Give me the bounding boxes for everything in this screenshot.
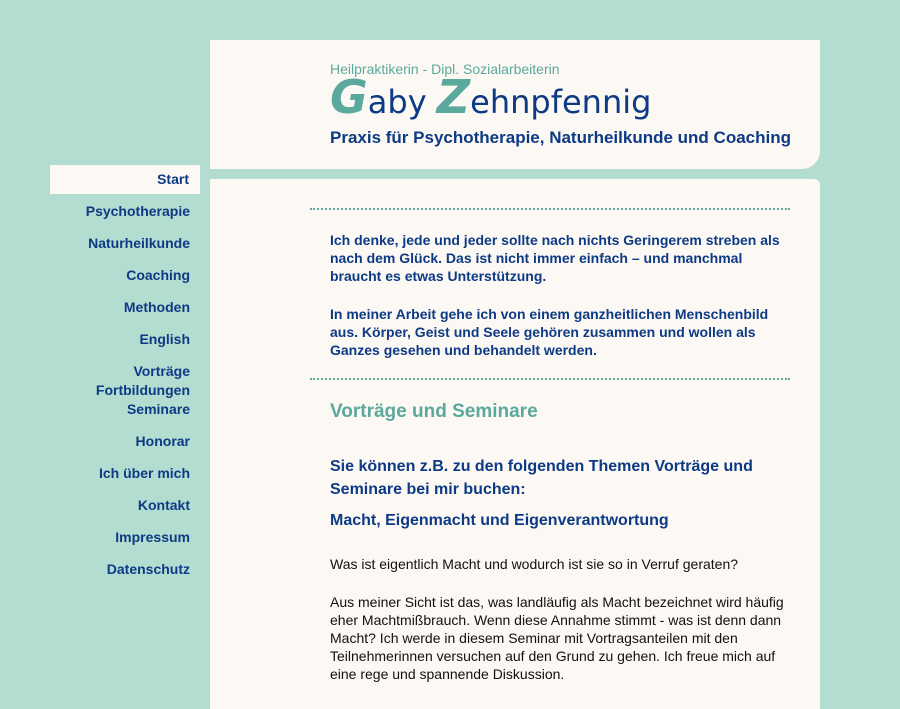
nav-item-english[interactable]: English: [139, 331, 190, 347]
nav-item-vortraege-line-2: Fortbildungen: [95, 382, 190, 398]
nav-item-honorar[interactable]: Honorar: [135, 433, 190, 449]
nav-item-vortraege-line-3: Seminare: [126, 401, 190, 417]
logo-initial-z: Z: [436, 70, 471, 124]
site-header: [210, 40, 820, 169]
nav-item-psychotherapie[interactable]: Psychotherapie: [85, 203, 190, 219]
nav-item-vortraege-line-1: Vorträge: [133, 363, 190, 379]
dotted-divider: [310, 378, 790, 380]
dotted-divider: [310, 208, 790, 210]
nav-item-start[interactable]: Start: [50, 165, 200, 194]
intro-paragraph-1: Ich denke, jede und jeder sollte nach nichts Geringerem streben als nach dem Glück. Das ist nicht immer einfach – und manchmal braucht es etwas Unterstützung.: [330, 232, 780, 284]
nav-item-impressum[interactable]: Impressum: [115, 529, 190, 545]
nav-item-datenschutz[interactable]: Datenschutz: [106, 561, 190, 577]
logo-last-name-rest: ehnpfennig: [470, 83, 652, 121]
section-title: Vorträge und Seminare: [330, 401, 538, 422]
nav-item-kontakt[interactable]: Kontakt: [137, 497, 190, 513]
main-navigation: [50, 165, 200, 592]
nav-item-methoden[interactable]: Methoden: [123, 299, 190, 315]
section-lead: Sie können z.B. zu den folgenden Themen Vorträge und Seminare bei mir buchen:: [330, 458, 753, 498]
nav-item-vortraege[interactable]: [50, 362, 200, 419]
logo-initial-g: G: [330, 70, 368, 124]
nav-item-ich-ueber-mich[interactable]: Ich über mich: [98, 465, 190, 481]
logo-first-name-rest: aby: [367, 83, 437, 121]
nav-item-coaching[interactable]: Coaching: [126, 267, 190, 283]
site-logo[interactable]: [330, 70, 652, 125]
topic-heading: Macht, Eigenmacht und Eigenverantwortung: [330, 512, 669, 529]
nav-item-naturheilkunde[interactable]: Naturheilkunde: [88, 235, 190, 251]
intro-paragraph-2: In meiner Arbeit gehe ich von einem ganzheitlichen Menschenbild aus. Körper, Geist und Seele gehören zusammen und wollen als Ganzes gesehen und behandelt werden.: [330, 306, 769, 358]
topic-paragraph-2: Aus meiner Sicht ist das, was landläufig als Macht bezeichnet wird häufig eher Machtmißbrauch. Wenn diese Annahme stimmt - was ist denn dann Macht? Ich werde in diesem Seminar mit Vortragsanteilen mit den Teilnehmerinnen versuchen auf den Grund zu gehen. Ich freue mich auf eine rege und spannende Diskussion.: [330, 594, 784, 682]
header-subtitle: Heilpraktikerin - Dipl. Sozialarbeiterin: [330, 61, 560, 77]
header-tagline: Praxis für Psychotherapie, Naturheilkunde und Coaching: [330, 128, 791, 147]
topic-paragraph-1: Was ist eigentlich Macht und wodurch ist sie so in Verruf geraten?: [330, 556, 739, 572]
main-content: [210, 179, 820, 709]
